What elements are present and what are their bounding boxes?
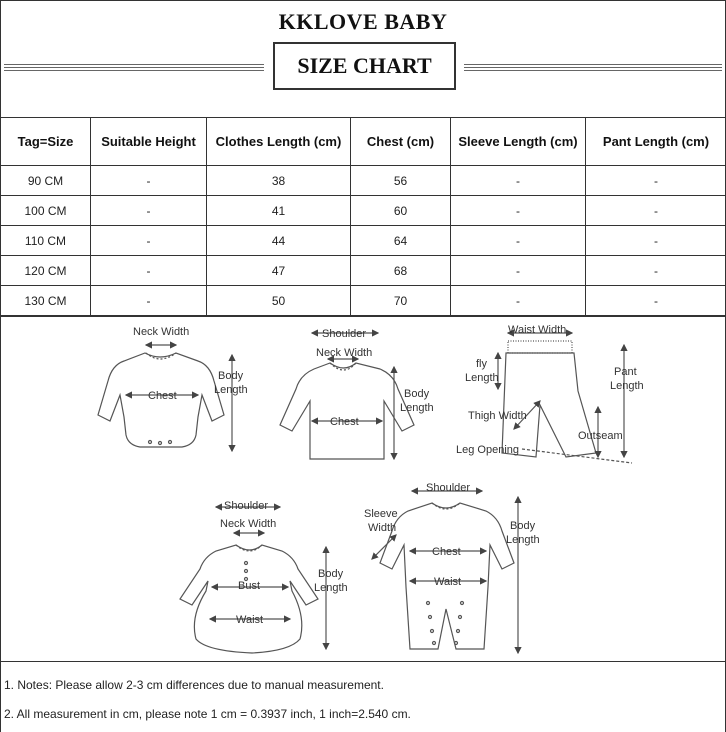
table-cell: 47 — [207, 256, 351, 286]
table-cell: 44 — [207, 226, 351, 256]
measurement-diagrams — [0, 316, 726, 662]
table-cell: - — [91, 226, 207, 256]
size-chart-title: SIZE CHART — [273, 42, 456, 90]
pants-fly-label: fly — [476, 358, 487, 370]
brand-title: KKLOVE BABY — [278, 9, 448, 34]
table-cell: 90 CM — [1, 166, 91, 196]
table-cell: 68 — [351, 256, 451, 286]
notes-section — [0, 662, 726, 732]
romper-sleeve-label: Sleeve — [364, 508, 398, 520]
table-row — [1, 226, 726, 256]
shirt-length-label: Length — [400, 402, 434, 414]
table-cell: 56 — [351, 166, 451, 196]
romper-waist-label: Waist — [434, 576, 462, 588]
table-cell: 130 CM — [1, 286, 91, 316]
bodysuit-neck-label: Neck Width — [133, 326, 190, 338]
shirt-body-label: Body — [404, 388, 430, 400]
table-row — [1, 286, 726, 316]
romper-chest-label: Chest — [432, 546, 461, 558]
romper-width-label: Width — [368, 522, 397, 534]
table-cell: 41 — [207, 196, 351, 226]
column-header-pant-length: Pant Length (cm) — [586, 118, 726, 166]
table-row — [1, 256, 726, 286]
note-2: 2. All measurement in cm, please note 1 cm = 0.3937 inch, 1 inch=2.540 cm. — [4, 707, 411, 721]
dress-shoulder-label: Shoulder — [224, 500, 269, 512]
table-cell: - — [586, 196, 726, 226]
column-header-height: Suitable Height — [91, 118, 207, 166]
romper-shoulder-label: Shoulder — [426, 482, 471, 494]
table-cell: - — [91, 286, 207, 316]
table-cell: 120 CM — [1, 256, 91, 286]
decorative-rule-left — [4, 64, 264, 71]
table-cell: - — [451, 166, 586, 196]
dress-bust-label: Bust — [238, 580, 261, 592]
decorative-rule-right — [464, 64, 722, 71]
table-cell: - — [586, 256, 726, 286]
table-cell: - — [586, 286, 726, 316]
table-cell: - — [586, 166, 726, 196]
table-cell: - — [91, 196, 207, 226]
dress-waist-label: Waist — [236, 614, 264, 626]
romper-body-label: Body — [510, 520, 536, 532]
table-header-row — [1, 118, 726, 166]
column-header-size: Tag=Size — [1, 118, 91, 166]
shirt-neck-label: Neck Width — [316, 347, 373, 359]
column-header-clothes-length: Clothes Length (cm) — [207, 118, 351, 166]
pants-pant-length-label: Length — [610, 380, 644, 392]
column-header-chest: Chest (cm) — [351, 118, 451, 166]
pants-outseam-label: Outseam — [578, 430, 623, 442]
pants-pant-label: Pant — [614, 366, 637, 378]
pants-leg-label: Leg Opening — [456, 444, 519, 456]
pants-waist-label: Waist Width — [508, 324, 567, 336]
romper-length-label: Length — [506, 534, 540, 546]
table-cell: 50 — [207, 286, 351, 316]
table-cell: - — [451, 286, 586, 316]
pants-thigh-label: Thigh Width — [468, 410, 527, 422]
table-cell: - — [91, 256, 207, 286]
size-table — [0, 117, 726, 316]
table-cell: 38 — [207, 166, 351, 196]
table-cell: 60 — [351, 196, 451, 226]
table-cell: - — [451, 256, 586, 286]
pants-fly-length-label: Length — [465, 372, 499, 384]
table-row — [1, 196, 726, 226]
table-cell: - — [451, 226, 586, 256]
table-cell: 64 — [351, 226, 451, 256]
table-cell: - — [451, 196, 586, 226]
table-row — [1, 166, 726, 196]
table-cell: 70 — [351, 286, 451, 316]
header — [0, 0, 726, 118]
table-cell: - — [586, 226, 726, 256]
dress-length-label: Length — [314, 582, 348, 594]
column-header-sleeve-length: Sleeve Length (cm) — [451, 118, 586, 166]
dress-body-label: Body — [318, 568, 344, 580]
table-cell: - — [91, 166, 207, 196]
shirt-shoulder-label: Shoulder — [322, 328, 367, 340]
dress-neck-label: Neck Width — [220, 518, 277, 530]
table-cell: 100 CM — [1, 196, 91, 226]
bodysuit-length-label: Length — [214, 384, 248, 396]
note-1: 1. Notes: Please allow 2-3 cm differences due to manual measurement. — [4, 678, 384, 692]
bodysuit-body-label: Body — [218, 370, 244, 382]
table-cell: 110 CM — [1, 226, 91, 256]
shirt-chest-label: Chest — [330, 416, 359, 428]
bodysuit-chest-label: Chest — [148, 390, 177, 402]
diagram-canvas — [0, 317, 726, 663]
